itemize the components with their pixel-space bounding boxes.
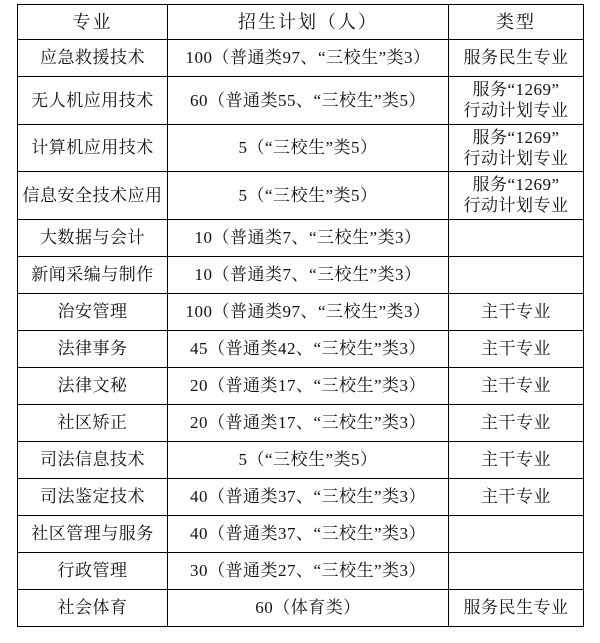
type-line: 服务民生专业	[463, 48, 569, 68]
cell-major: 法律文秘	[18, 367, 168, 404]
cell-type	[449, 441, 584, 478]
cell-major: 大数据与会计	[18, 219, 168, 256]
table-row	[18, 441, 584, 478]
table-row	[18, 330, 584, 367]
cell-major: 治安管理	[18, 293, 168, 330]
cell-plan: 100（普通类97、“三校生”类3）	[168, 293, 449, 330]
cell-plan: 40（普通类37、“三校生”类3）	[168, 515, 449, 552]
column-header-type: 类型	[449, 5, 584, 40]
cell-plan: 20（普通类17、“三校生”类3）	[168, 404, 449, 441]
table-row	[18, 367, 584, 404]
type-line: 主干专业	[481, 486, 551, 506]
cell-type	[449, 40, 584, 77]
cell-major: 新闻采编与制作	[18, 256, 168, 293]
cell-plan: 20（普通类17、“三校生”类3）	[168, 367, 449, 404]
table-row	[18, 589, 584, 626]
cell-type	[449, 367, 584, 404]
type-line: 行动计划专业	[463, 148, 569, 168]
type-line: 主干专业	[481, 412, 551, 432]
cell-plan: 5（“三校生”类5）	[168, 441, 449, 478]
type-line: 行动计划专业	[463, 101, 569, 121]
type-line: 行动计划专业	[463, 196, 569, 216]
cell-type	[449, 124, 584, 172]
table-row	[18, 77, 584, 125]
table-body	[18, 40, 584, 627]
type-line: 主干专业	[481, 338, 551, 358]
cell-type	[449, 330, 584, 367]
cell-major: 应急救援技术	[18, 40, 168, 77]
cell-plan: 5（“三校生”类5）	[168, 124, 449, 172]
enrollment-plan-table	[17, 4, 584, 627]
table-header	[18, 5, 584, 40]
cell-plan: 100（普通类97、“三校生”类3）	[168, 40, 449, 77]
cell-type	[449, 515, 584, 552]
table-row	[18, 552, 584, 589]
cell-type	[449, 77, 584, 125]
cell-major: 无人机应用技术	[18, 77, 168, 125]
cell-major: 法律事务	[18, 330, 168, 367]
table-row	[18, 404, 584, 441]
column-header-plan: 招生计划（人）	[168, 5, 449, 40]
cell-type	[449, 478, 584, 515]
cell-type	[449, 552, 584, 589]
type-line: 主干专业	[481, 301, 551, 321]
cell-plan: 5（“三校生”类5）	[168, 172, 449, 220]
table-row	[18, 40, 584, 77]
cell-major: 司法鉴定技术	[18, 478, 168, 515]
table-row	[18, 256, 584, 293]
cell-type	[449, 256, 584, 293]
cell-plan: 40（普通类37、“三校生”类3）	[168, 478, 449, 515]
type-line: 服务“1269”	[472, 127, 560, 147]
table-row	[18, 293, 584, 330]
cell-plan: 10（普通类7、“三校生”类3）	[168, 256, 449, 293]
cell-major: 计算机应用技术	[18, 124, 168, 172]
type-line: 服务“1269”	[472, 80, 560, 99]
document-page	[0, 4, 600, 643]
cell-major: 社区管理与服务	[18, 515, 168, 552]
cell-type	[449, 589, 584, 626]
cell-plan: 60（体育类）	[168, 589, 449, 626]
cell-major: 社区矫正	[18, 404, 168, 441]
table-row	[18, 124, 584, 172]
cell-major: 信息安全技术应用	[18, 172, 168, 220]
cell-type	[449, 293, 584, 330]
cell-plan: 30（普通类27、“三校生”类3）	[168, 552, 449, 589]
cell-type	[449, 404, 584, 441]
cell-major: 行政管理	[18, 552, 168, 589]
cell-plan: 60（普通类55、“三校生”类5）	[168, 77, 449, 125]
table-row	[18, 219, 584, 256]
cell-major: 司法信息技术	[18, 441, 168, 478]
cell-plan: 45（普通类42、“三校生”类3）	[168, 330, 449, 367]
type-line: 主干专业	[481, 449, 551, 469]
cell-type	[449, 219, 584, 256]
table-row	[18, 478, 584, 515]
table-row	[18, 172, 584, 220]
cell-type	[449, 172, 584, 220]
column-header-major: 专业	[18, 5, 168, 40]
type-line: 服务民生专业	[463, 597, 569, 617]
type-line: 服务“1269”	[472, 175, 560, 194]
cell-major: 社会体育	[18, 589, 168, 626]
cell-plan: 10（普通类7、“三校生”类3）	[168, 219, 449, 256]
table-row	[18, 515, 584, 552]
table-header-row	[18, 5, 584, 40]
type-line: 主干专业	[481, 375, 551, 395]
